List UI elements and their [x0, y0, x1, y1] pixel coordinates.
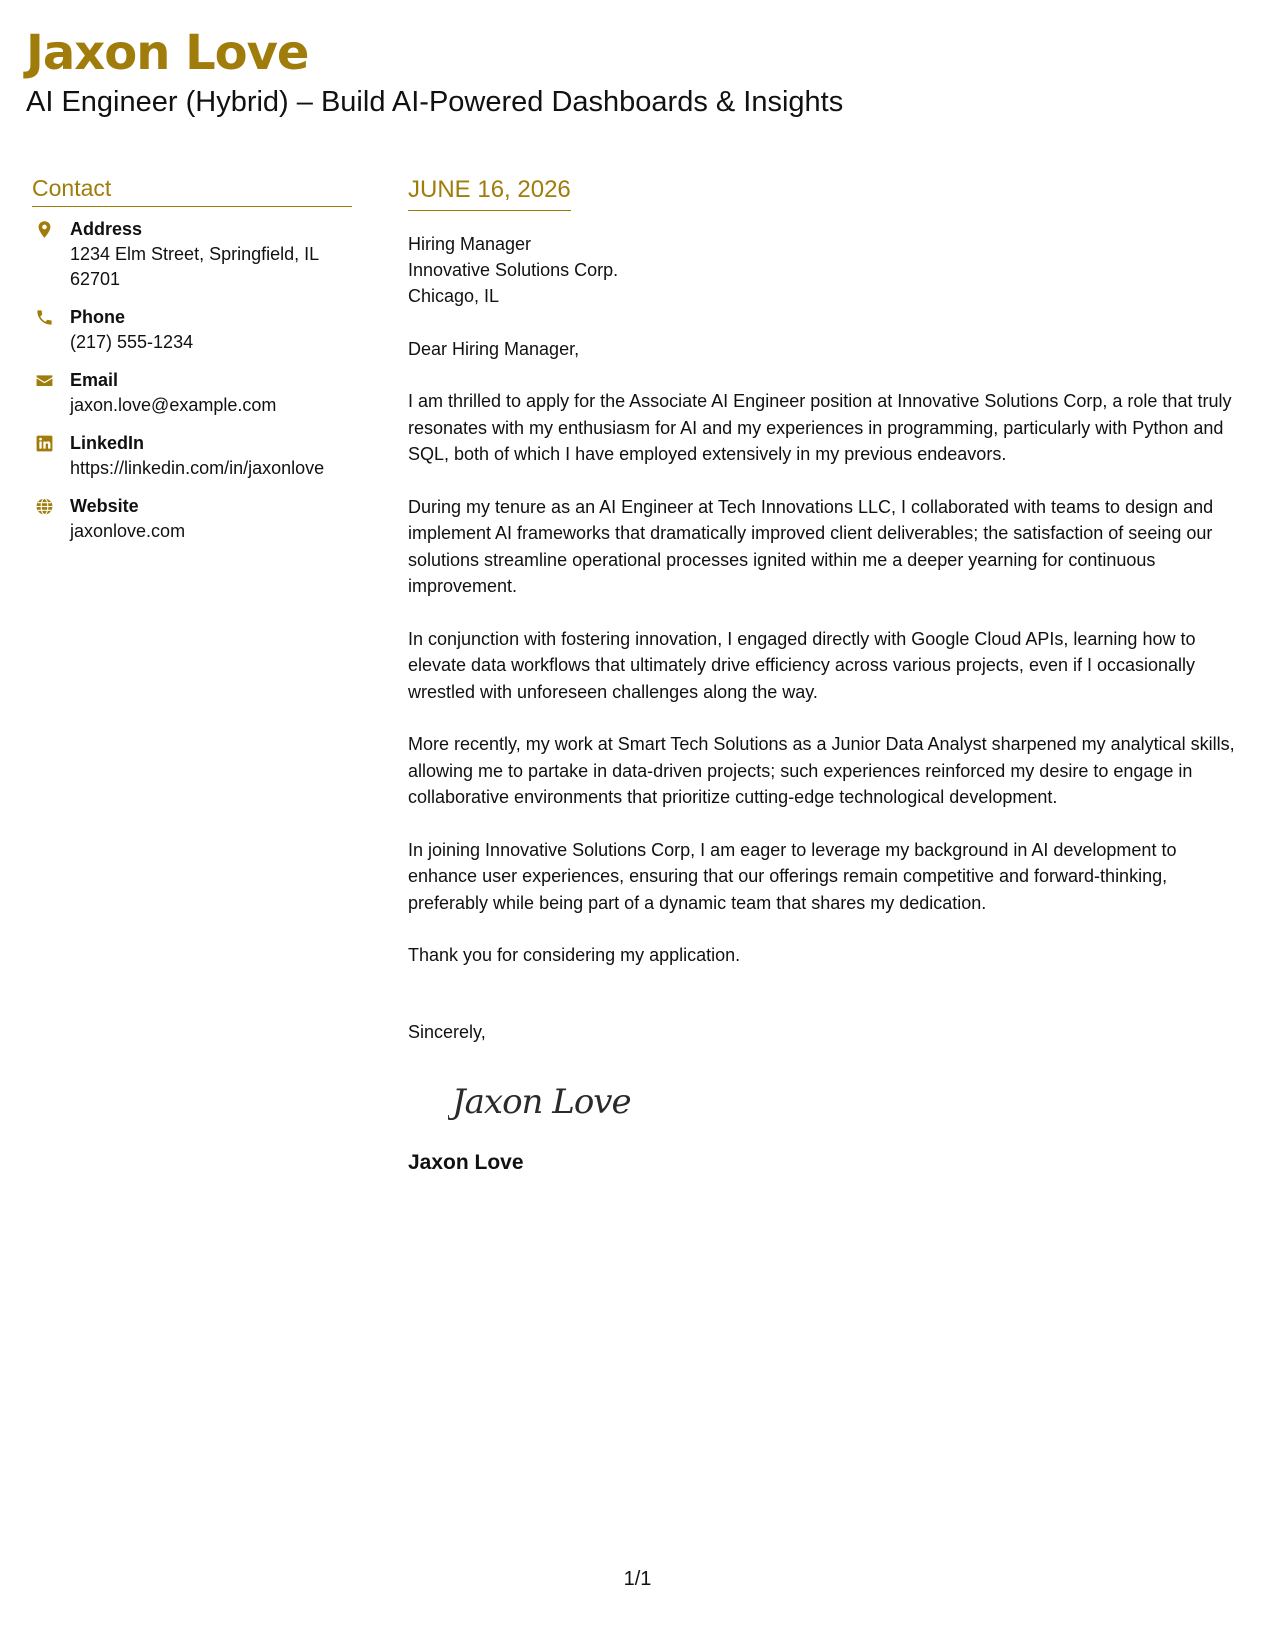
- envelope-icon: [35, 371, 54, 390]
- contact-item-website: [32, 494, 352, 544]
- recipient-line: Hiring Manager: [408, 234, 532, 254]
- letter-paragraph: During my tenure as an AI Engineer at Tech Innovations LLC, I collaborated with teams to design and implement AI frameworks that dramatically improved client deliverables; the satisfaction of seeing our solutions streamline operational processes ignited within me a deeper yearning for continuous improvement.: [408, 496, 1214, 596]
- contact-sidebar: [32, 175, 352, 557]
- letter-paragraph: More recently, my work at Smart Tech Solutions as a Junior Data Analyst sharpened my analytical skills, allowing me to partake in data-driven projects; such experiences reinforced my desire to engage in collaborative environments that prioritize cutting-edge technological development.: [408, 734, 1235, 807]
- contact-section-title: Contact: [32, 175, 352, 207]
- email-value[interactable]: jaxon.love@example.com: [70, 395, 277, 415]
- signer-name: Jaxon Love: [408, 1150, 524, 1174]
- linkedin-icon: [35, 434, 54, 453]
- recipient-line: Chicago, IL: [408, 286, 500, 306]
- letter-paragraph: Thank you for considering my application.: [408, 945, 741, 965]
- salutation: Dear Hiring Manager,: [408, 339, 580, 359]
- contact-item-email: [32, 368, 352, 418]
- header: [26, 22, 843, 120]
- map-pin-icon: [35, 220, 54, 239]
- contact-label: Address: [70, 219, 143, 239]
- letter-paragraph: In conjunction with fostering innovation, I engaged directly with Google Cloud APIs, learning how to elevate data workflows that ultimately drive efficiency across various projects, even if I occasionally wrestled with unforeseen challenges along the way.: [408, 628, 1196, 702]
- address-value: 1234 Elm Street, Springfield, IL 62701: [70, 244, 319, 289]
- closing: Sincerely,: [408, 1021, 486, 1042]
- applicant-name: Jaxon Love: [26, 25, 309, 81]
- letter-body: [408, 176, 1248, 1175]
- contact-item-phone: [32, 305, 352, 355]
- phone-value: (217) 555-1234: [70, 332, 194, 352]
- recipient-block: [408, 231, 1248, 309]
- page-number: 1/1: [623, 1568, 652, 1590]
- letter-date: JUNE 16, 2026: [408, 176, 571, 211]
- contact-label: Website: [70, 496, 139, 516]
- website-value[interactable]: jaxonlove.com: [70, 521, 186, 541]
- contact-label: LinkedIn: [70, 433, 145, 453]
- handwritten-signature: [448, 1075, 638, 1125]
- letter-paragraph: I am thrilled to apply for the Associate AI Engineer position at Innovative Solutions Corp, a role that truly resonates with my enthusiasm for AI and my experiences in programming, particularly with Python and SQL, both of which I have employed extensively in my previous endeavors.: [408, 391, 1232, 464]
- recipient-line: Innovative Solutions Corp.: [408, 260, 619, 280]
- phone-icon: [35, 308, 54, 327]
- contact-label: Email: [70, 370, 119, 390]
- letter-paragraph: In joining Innovative Solutions Corp, I am eager to leverage my background in AI development to enhance user experiences, ensuring that our offerings remain competitive and forward-thinking, preferably while being part of a dynamic team that shares my dedication.: [408, 839, 1177, 913]
- contact-item-linkedin: [32, 431, 352, 481]
- job-title: AI Engineer (Hybrid) – Build AI-Powered Dashboards & Insights: [26, 86, 844, 118]
- signature-text: Jaxon Love: [452, 1081, 631, 1122]
- linkedin-value[interactable]: https://linkedin.com/in/jaxonlove: [70, 458, 325, 478]
- globe-icon: [35, 497, 54, 516]
- contact-label: Phone: [70, 307, 126, 327]
- contact-item-address: [32, 217, 352, 292]
